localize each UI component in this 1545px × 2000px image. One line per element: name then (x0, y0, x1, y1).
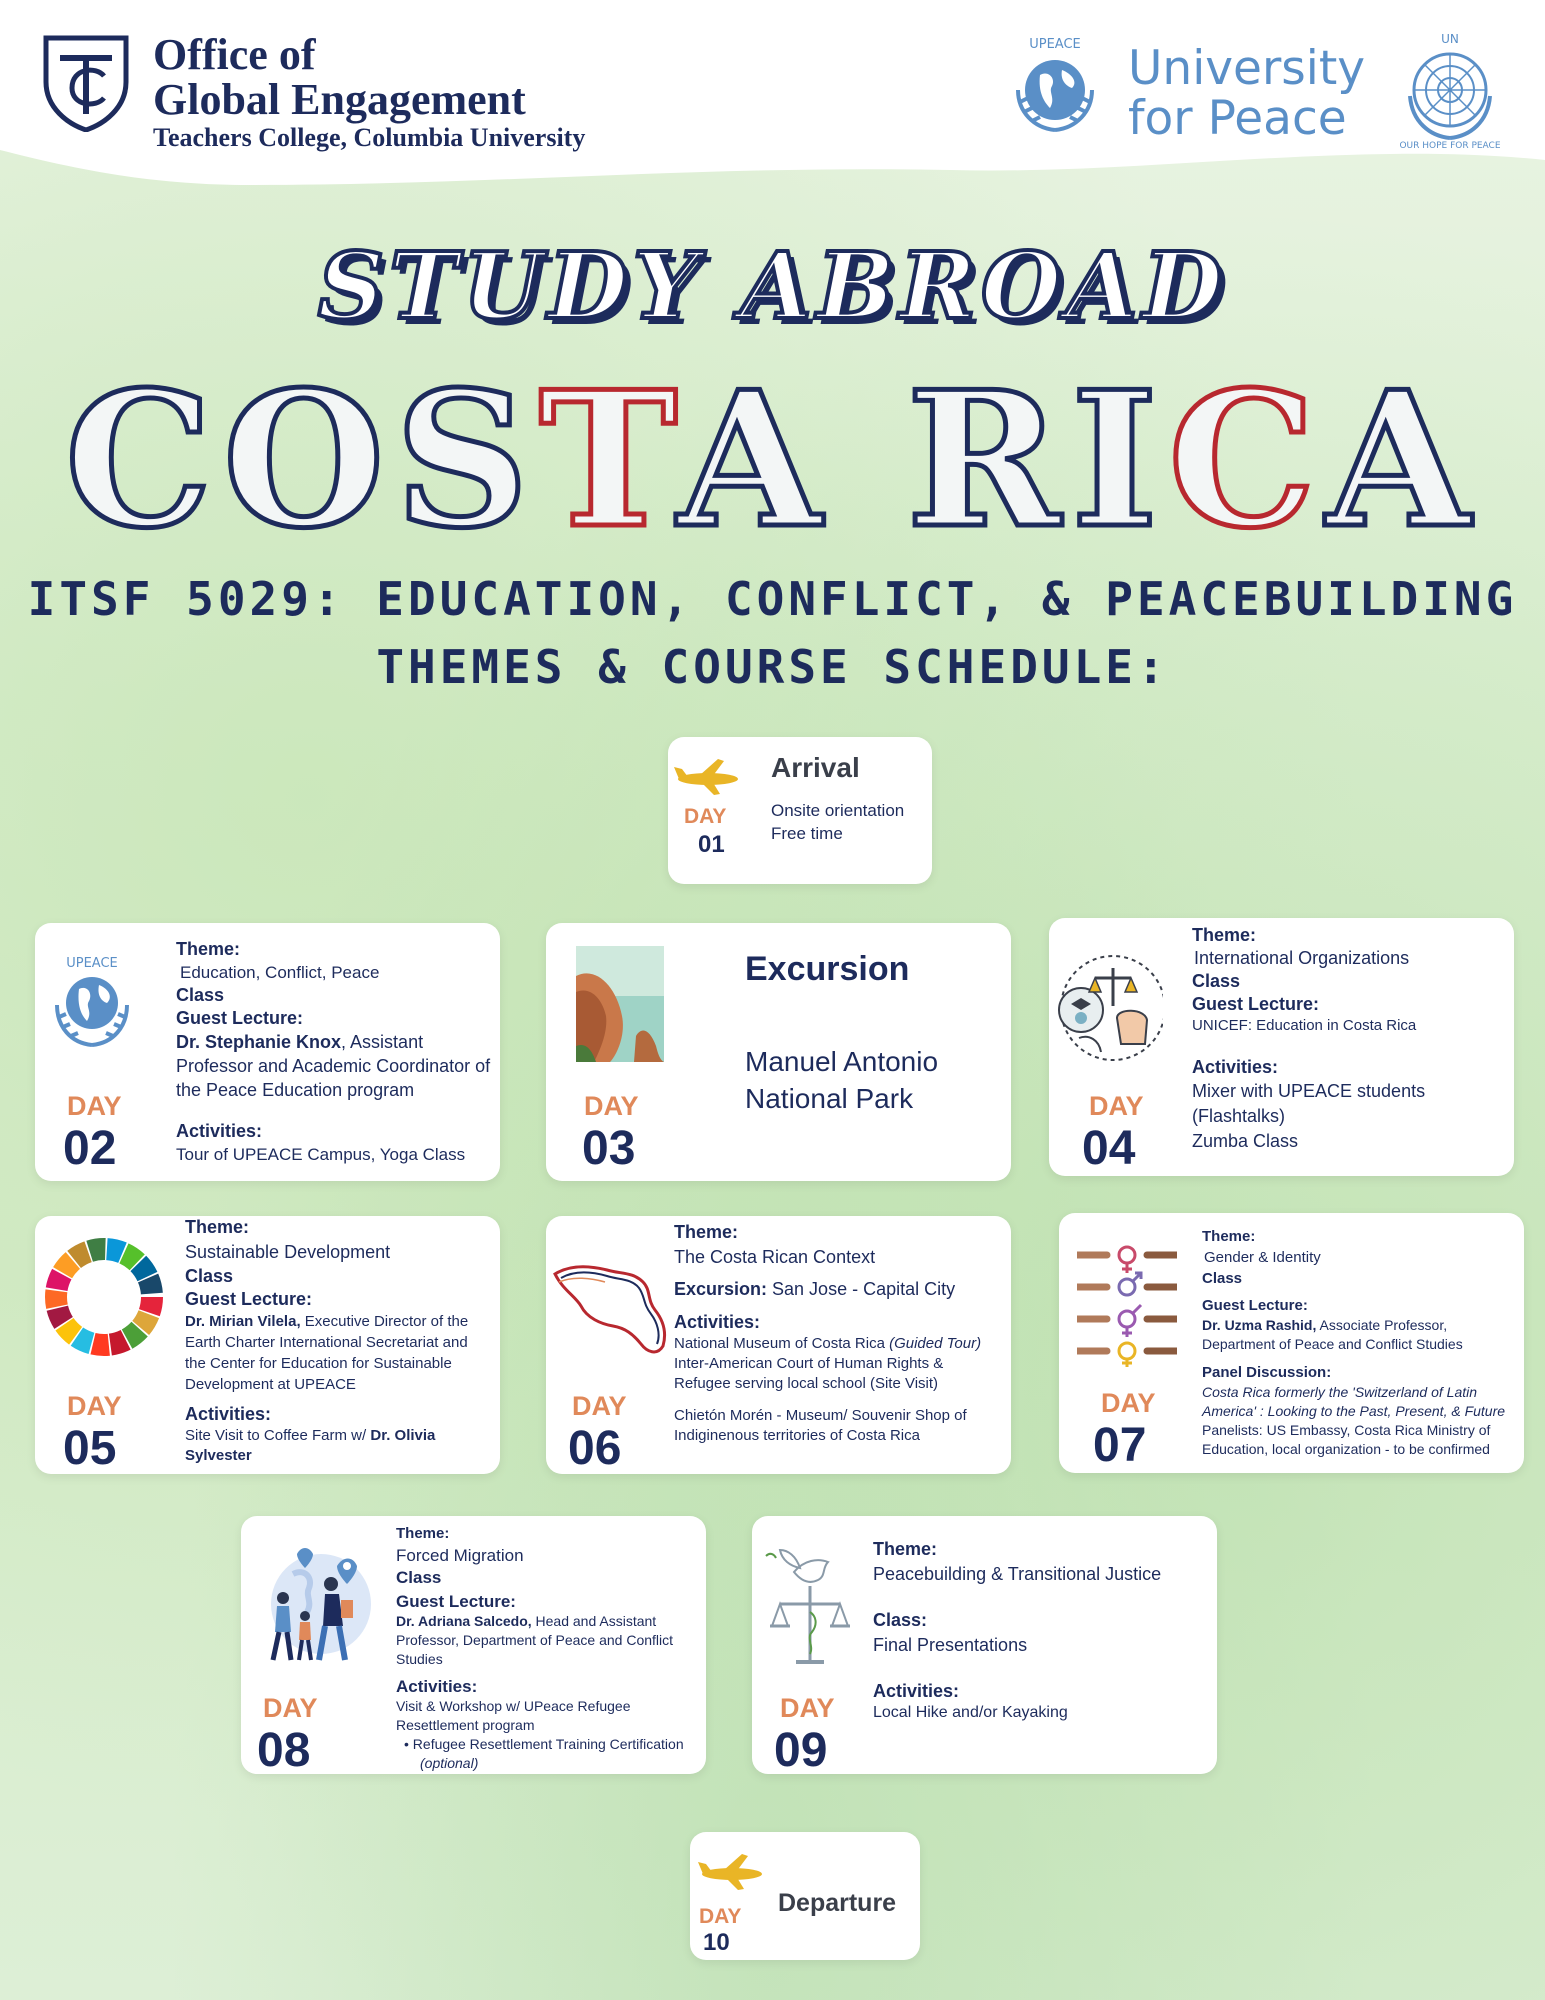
costa-rica-heading (0, 350, 1545, 569)
upeace-emblem-label: UPEACE (1029, 37, 1081, 52)
day-04-card[interactable] (1049, 918, 1514, 1176)
office-of-global-engagement-logo[interactable] (38, 32, 638, 162)
day-number: 06 (568, 1422, 622, 1475)
activities-label: Activities: (1192, 1057, 1279, 1077)
costa-rica-letter-red: T (539, 350, 678, 569)
theme-value: Gender & Identity (1204, 1249, 1321, 1266)
activities-value: Site Visit to Coffee Farm w/ (185, 1427, 371, 1444)
class-label: Class (185, 1266, 234, 1286)
panel-discussion-label: Panel Discussion: (1202, 1364, 1332, 1381)
guest-lecture-label: Guest Lecture: (396, 1592, 516, 1611)
theme-label: Theme: (185, 1217, 250, 1237)
arrival-line1: Onsite orientation (771, 801, 905, 820)
class-label: Class (176, 985, 225, 1005)
activities-value: Local Hike and/or Kayaking (873, 1704, 1068, 1721)
activity-item: National Museum of Costa Rica (674, 1335, 890, 1352)
excursion-label: Excursion: (674, 1279, 768, 1299)
upeace-globe-icon (47, 953, 137, 1053)
university-for-peace-logo[interactable] (1000, 30, 1520, 160)
activity-bullet-note: (optional) (420, 1755, 479, 1771)
activities-label: Activities: (185, 1404, 272, 1424)
day-label: DAY (67, 1391, 122, 1421)
study-abroad-heading: STUDY ABROAD (317, 232, 1228, 340)
class-label: Class: (873, 1610, 928, 1630)
theme-label: Theme: (396, 1525, 450, 1542)
un-emblem-label: UN (1441, 32, 1459, 46)
theme-label: Theme: (674, 1222, 739, 1242)
activities-label: Activities: (674, 1312, 761, 1332)
panel-discussion-topic: Costa Rica formerly the 'Switzerland of Latin America' : Looking to the Past, Present, & Future (1202, 1384, 1506, 1419)
day-label: DAY (584, 1091, 639, 1121)
activities-label: Activities: (396, 1677, 478, 1696)
airplane-icon (674, 757, 742, 797)
day-number: 01 (698, 831, 725, 858)
costa-rica-letter: C (64, 350, 223, 569)
activities-value: Tour of UPEACE Campus, Yoga Class (176, 1145, 466, 1164)
sdg-wheel-icon (43, 1236, 165, 1358)
theme-label: Theme: (873, 1539, 938, 1559)
costa-rica-letter: O (222, 350, 395, 569)
class-label: Class (396, 1568, 442, 1587)
guest-lecture-value: UNICEF: Education in Costa Rica (1192, 1017, 1417, 1034)
ufp-line2: for Peace (1128, 91, 1347, 146)
excursion-line1: Manuel Antonio (745, 1046, 939, 1077)
day-label: DAY (684, 805, 727, 828)
upeace-globe-icon (1000, 30, 1110, 140)
day-number: 07 (1093, 1419, 1147, 1472)
ufp-line1: University (1128, 41, 1366, 96)
guest-lecturer-title: Associate Professor, Department of Peace and Conflict Studies (1202, 1317, 1463, 1352)
theme-value: Forced Migration (396, 1546, 524, 1565)
guest-lecturer-name: Dr. Uzma Rashid, (1202, 1317, 1317, 1333)
oge-title-line2: Global Engagement (153, 75, 526, 124)
day-number: 09 (774, 1724, 828, 1777)
international-organizations-icon (1055, 948, 1163, 1068)
guest-lecture-label: Guest Lecture: (176, 1008, 304, 1028)
un-motto: OUR HOPE FOR PEACE (1399, 141, 1501, 150)
guest-lecturer-title: Head and Assistant Professor, Department of Peace and Conflict Studies (396, 1613, 674, 1667)
theme-value: Peacebuilding & Transitional Justice (873, 1564, 1162, 1584)
day-05-card[interactable] (35, 1216, 500, 1474)
arrival-heading: Arrival (771, 752, 860, 783)
guest-lecturer-title: Executive Director of the Earth Charter International Secretariat and the Center for Education for Sustainable Development at UPEACE (185, 1313, 469, 1393)
costa-rica-letter: R (906, 350, 1071, 569)
theme-value: Education, Conflict, Peace (180, 963, 380, 982)
coastal-cliff-icon (576, 946, 664, 1062)
activity-item: Inter-American Court of Human Rights & (674, 1355, 944, 1372)
theme-label: Theme: (1202, 1228, 1256, 1245)
costa-rica-letter: S (394, 350, 540, 569)
day-03-card[interactable] (546, 923, 1011, 1181)
day-number: 10 (703, 1929, 730, 1956)
guest-lecturer-title: , Assistant Professor and Academic Coordinator of the Peace Education program (176, 1032, 491, 1100)
guest-lecturer-name: Dr. Mirian Vilela, (185, 1313, 301, 1330)
costa-rica-letter-red: C (1167, 350, 1327, 569)
excursion-value: San Jose - Capital City (767, 1279, 956, 1299)
activities-label: Activities: (873, 1681, 960, 1701)
excursion-line2: National Park (745, 1083, 914, 1114)
guest-lecturer-name: Dr. Stephanie Knox (176, 1032, 342, 1052)
guest-lecturer-name: Dr. Adriana Salcedo, (396, 1613, 532, 1629)
day-label: DAY (263, 1693, 318, 1723)
class-label: Class (1192, 971, 1241, 991)
day-09-card[interactable] (752, 1516, 1217, 1777)
dove-scales-icon (760, 1542, 860, 1672)
costa-rica-map-icon (551, 1260, 671, 1370)
oge-subtitle: Teachers College, Columbia University (153, 123, 586, 152)
class-value: Final Presentations (873, 1635, 1028, 1655)
theme-label: Theme: (176, 939, 241, 959)
day-number: 02 (63, 1122, 117, 1175)
un-emblem-icon (1390, 30, 1510, 150)
course-subtitle: THEMES & COURSE SCHEDULE: (376, 640, 1169, 694)
day-label: DAY (699, 1905, 742, 1928)
day-07-card[interactable] (1059, 1213, 1524, 1473)
activity-item: Zumba Class (1192, 1131, 1299, 1151)
tc-shield-icon (38, 32, 134, 132)
day-label: DAY (1089, 1091, 1144, 1121)
oge-title-line1: Office of (153, 30, 316, 79)
theme-value: International Organizations (1194, 948, 1410, 968)
day-number: 04 (1082, 1122, 1136, 1175)
activity-bullet: Refugee Resettlement Training Certification (412, 1736, 684, 1752)
airplane-icon (698, 1852, 766, 1892)
day-number: 08 (257, 1724, 311, 1777)
day-number: 05 (63, 1422, 117, 1475)
day-02-card[interactable] (35, 923, 500, 1181)
day-06-card[interactable] (546, 1216, 1011, 1474)
day-label: DAY (572, 1391, 627, 1421)
activities-label: Activities: (176, 1121, 263, 1141)
day-label: DAY (67, 1091, 122, 1121)
day-10-card[interactable] (690, 1832, 920, 1960)
activity-note: (Guided Tour) (889, 1335, 982, 1352)
class-label: Class (1202, 1270, 1243, 1287)
guest-lecture-label: Guest Lecture: (1202, 1297, 1308, 1314)
departure-heading: Departure (778, 1889, 897, 1917)
day-label: DAY (780, 1693, 835, 1723)
upeace-card-label: UPEACE (66, 956, 118, 971)
activity-item: Mixer with UPEACE students (1192, 1081, 1426, 1101)
day-label: DAY (1101, 1388, 1156, 1418)
activity-host-name: Dr. Olivia Sylvester (185, 1427, 436, 1464)
costa-rica-letter: A (1326, 350, 1481, 569)
theme-value: The Costa Rican Context (674, 1247, 876, 1267)
course-title: ITSF 5029: EDUCATION, CONFLICT, & PEACEBUILDING (27, 572, 1518, 626)
forced-migration-icon (253, 1544, 379, 1664)
day-08-card[interactable]: DAY 08 Theme: Forced Migration Class Guest Lecture: Dr. Adriana Salcedo, Head and Assistant Professor, Department of Peace and Conflict Studies Activities: Visit & Workshop w/ UPeace Refugee Resettlement program • Refugee Resettlement Training Certification (optional) (241, 1516, 706, 1774)
gender-symbols-icon (1077, 1243, 1177, 1367)
excursion-heading: Excursion (745, 950, 910, 988)
theme-label: Theme: (1192, 925, 1257, 945)
activities-value: Visit & Workshop w/ UPeace Refugee Resettlement program (396, 1698, 631, 1733)
panel-discussion-panelists: Panelists: US Embassy, Costa Rica Ministry of Education, local organization - to be confirmed (1202, 1422, 1491, 1457)
activity-item: Chietón Morén - Museum/ Souvenir Shop of Indiginenous territories of Costa Rica (674, 1407, 967, 1444)
guest-lecture-label: Guest Lecture: (1192, 994, 1320, 1014)
costa-rica-space (832, 350, 907, 569)
activity-item: (Flashtalks) (1192, 1106, 1286, 1126)
activity-item: Refugee serving local school (Site Visit) (674, 1375, 939, 1392)
day-number: 03 (582, 1122, 636, 1175)
guest-lecture-label: Guest Lecture: (185, 1289, 313, 1309)
costa-rica-letter: I (1070, 350, 1168, 569)
costa-rica-letter: A (677, 350, 832, 569)
day-01-card[interactable] (668, 737, 932, 884)
theme-value: Sustainable Development (185, 1242, 391, 1262)
arrival-line2: Free time (771, 824, 843, 843)
